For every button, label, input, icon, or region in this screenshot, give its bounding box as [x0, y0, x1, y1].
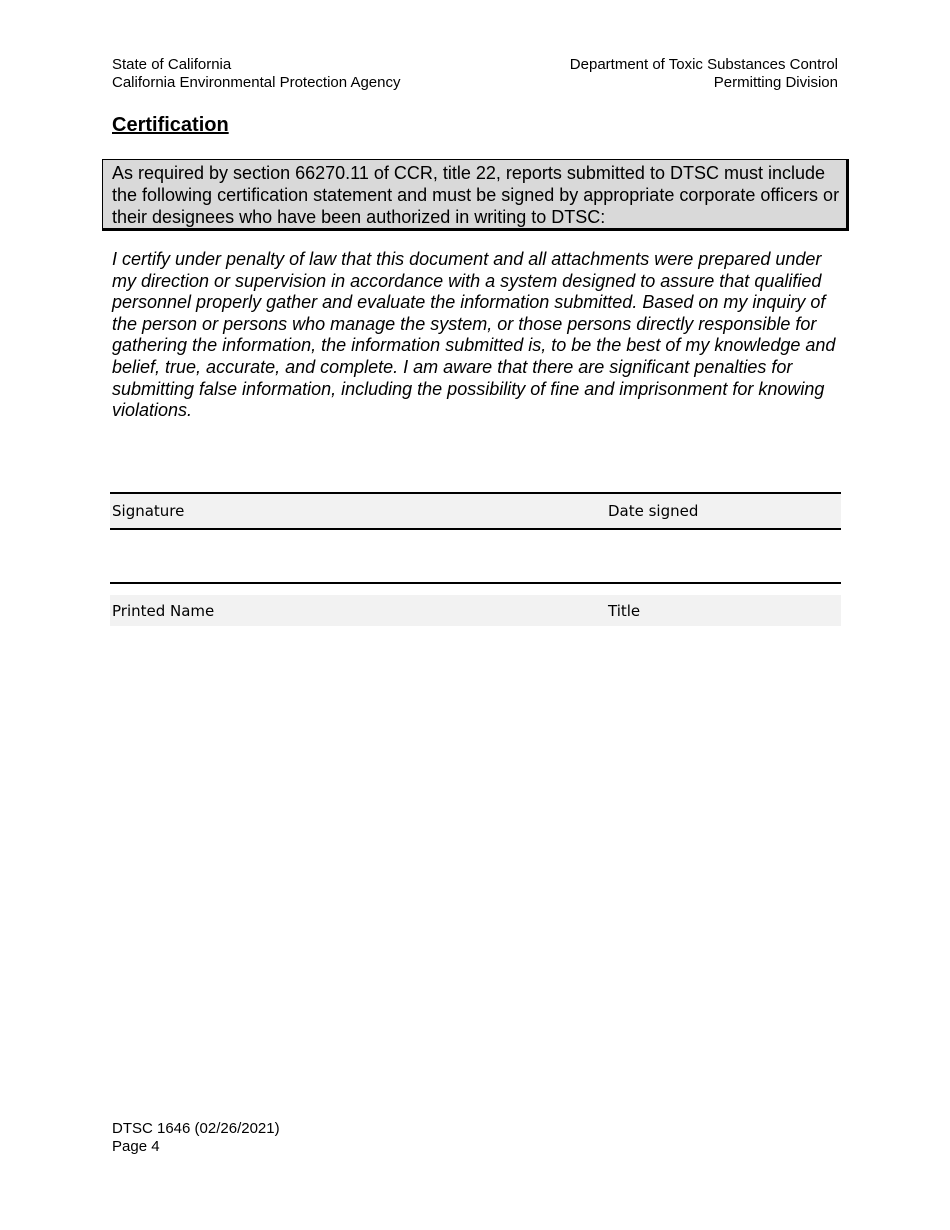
certification-statement: I certify under penalty of law that this document and all attachments were prepared under my direction or supervision in accordance with a system designed to assure that qualified personnel properly gather and evaluate the information submitted. Based on my inquiry of the person or persons who manage the system, or those persons directly responsible for gathering the information, the information submitted is, to be the best of my knowledge and belief, true, accurate, and complete. I am aware that there are significant penalties for submitting false information, including the possibility of fine and imprisonment for knowing violations.	[112, 249, 836, 421]
form-id: DTSC 1646 (02/26/2021)	[112, 1120, 280, 1137]
header-department	[570, 56, 838, 92]
signature-row[interactable]	[110, 492, 841, 530]
page-number: Page 4	[112, 1138, 160, 1155]
printed-name-rule	[110, 582, 841, 584]
printed-name-label: Printed Name	[112, 601, 215, 620]
header-department-name: Department of Toxic Substances Control	[569, 56, 838, 73]
header-agency-name: California Environmental Protection Agency	[112, 74, 401, 91]
section-title: Certification	[112, 114, 229, 136]
title-label: Title	[608, 601, 641, 620]
printed-name-row[interactable]	[110, 595, 841, 626]
requirement-box: As required by section 66270.11 of CCR, title 22, reports submitted to DTSC must include the following certification statement and must be signed by appropriate corporate officers or their designees who have been authorized in writing to DTSC:	[102, 159, 849, 231]
signature-label: Signature	[112, 502, 185, 520]
footer	[112, 1120, 280, 1156]
header-agency	[112, 56, 401, 92]
date-signed-label: Date signed	[608, 502, 699, 520]
header-state: State of California	[112, 56, 232, 73]
header-division: Permitting Division	[713, 74, 838, 91]
